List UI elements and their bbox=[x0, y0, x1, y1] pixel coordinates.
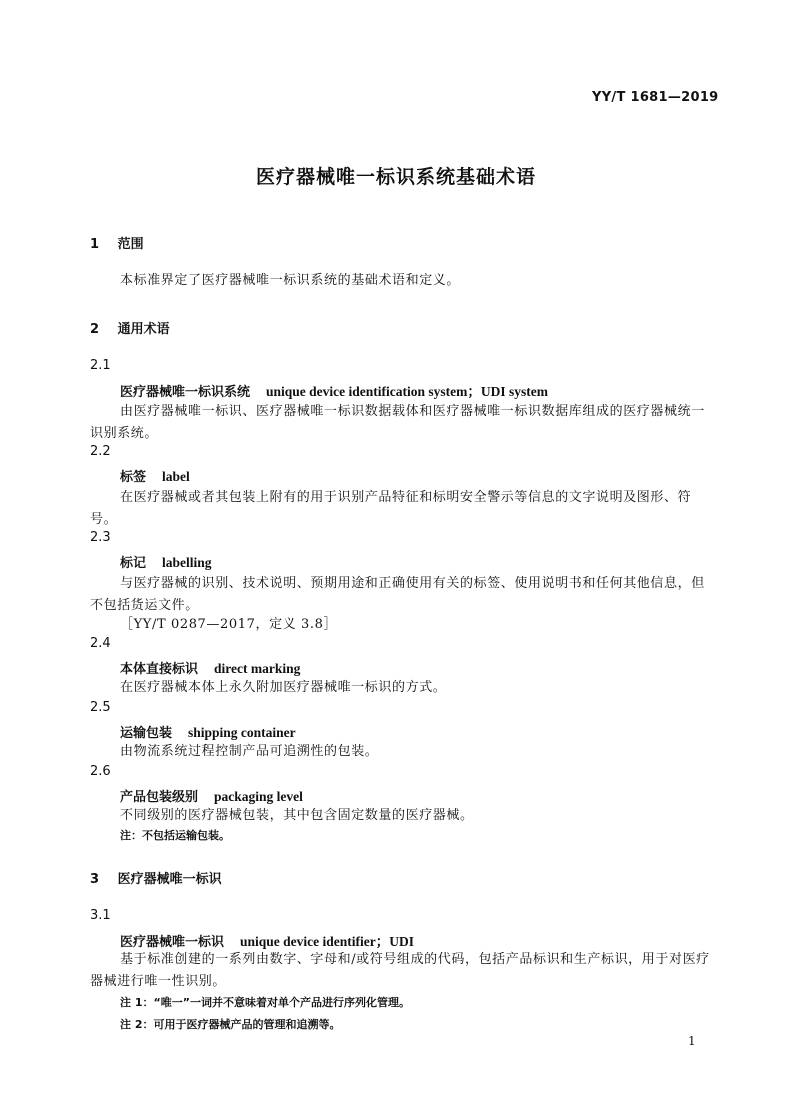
section-title: 通用术语 bbox=[117, 322, 170, 337]
page-title: 医疗器械唯一标识系统基础术语 bbox=[255, 166, 536, 188]
term-note: 注：不包括运输包装。 bbox=[120, 829, 230, 842]
term-en: unique device identification system；UDI system bbox=[266, 384, 549, 399]
term-heading bbox=[120, 658, 300, 677]
section-heading-1 bbox=[90, 233, 144, 252]
section-title: 范围 bbox=[117, 237, 144, 252]
term-cn: 标记 bbox=[120, 556, 147, 571]
term-definition: 在医疗器械或者其包装上附有的用于识别产品特征和标明安全警示等信息的文字说明及图形、符号。 bbox=[90, 490, 692, 527]
page-number: 1 bbox=[688, 1034, 696, 1048]
term-en: unique device identifier；UDI bbox=[240, 934, 415, 949]
term-cn: 本体直接标识 bbox=[120, 662, 199, 677]
term-cn: 运输包装 bbox=[120, 726, 173, 741]
term-heading bbox=[120, 380, 548, 400]
term-definition: 由物流系统过程控制产品可追溯性的包装。 bbox=[120, 744, 379, 759]
term-cn: 医疗器械唯一标识系统 bbox=[120, 385, 251, 400]
term-heading bbox=[120, 722, 296, 741]
term-number: 3.1 bbox=[90, 908, 111, 923]
term-number: 2.4 bbox=[90, 636, 111, 651]
standard-number: YY/T 1681—2019 bbox=[592, 90, 719, 105]
term-definition: 基于标准创建的一系列由数字、字母和/或符号组成的代码，包括产品标识和生产标识，用于对医疗器械进行唯一性识别。 bbox=[90, 952, 710, 989]
section-number: 1 bbox=[90, 237, 100, 252]
section-heading-3 bbox=[90, 868, 222, 887]
term-heading bbox=[120, 786, 303, 805]
term-number: 2.1 bbox=[90, 358, 111, 373]
term-definition: 由医疗器械唯一标识、医疗器械唯一标识数据载体和医疗器械唯一标识数据库组成的医疗器械统一识别系统。 bbox=[90, 404, 705, 441]
term-en: packaging level bbox=[214, 789, 303, 804]
term-heading bbox=[120, 930, 414, 950]
term-number: 2.3 bbox=[90, 530, 111, 545]
term-cn: 标签 bbox=[120, 470, 147, 485]
term-number: 2.2 bbox=[90, 444, 111, 459]
term-cn: 产品包装级别 bbox=[120, 790, 199, 805]
section-1-text: 本标准界定了医疗器械唯一标识系统的基础术语和定义。 bbox=[120, 273, 461, 288]
term-en: label bbox=[162, 469, 190, 484]
term-number: 2.5 bbox=[90, 700, 111, 715]
term-cn: 医疗器械唯一标识 bbox=[120, 935, 225, 950]
term-heading bbox=[120, 552, 212, 571]
section-title: 医疗器械唯一标识 bbox=[117, 872, 222, 887]
term-en: shipping container bbox=[188, 725, 296, 740]
term-number: 2.6 bbox=[90, 764, 111, 779]
term-note-2: 注 2：可用于医疗器械产品的管理和追溯等。 bbox=[120, 1018, 341, 1031]
term-en: labelling bbox=[162, 555, 212, 570]
section-number: 3 bbox=[90, 872, 100, 887]
term-definition: 在医疗器械本体上永久附加医疗器械唯一标识的方式。 bbox=[120, 680, 447, 695]
term-source: ［YY/T 0287—2017，定义 3.8］ bbox=[120, 617, 338, 632]
term-heading bbox=[120, 466, 190, 485]
term-note-1: 注 1：“唯一”一词并不意味着对单个产品进行序列化管理。 bbox=[120, 996, 410, 1009]
term-definition: 与医疗器械的识别、技术说明、预期用途和正确使用有关的标签、使用说明书和任何其他信息，但不包括货运文件。 bbox=[90, 576, 705, 613]
term-en: direct marking bbox=[214, 661, 301, 676]
section-heading-2 bbox=[90, 318, 170, 337]
section-number: 2 bbox=[90, 322, 100, 337]
term-definition: 不同级别的医疗器械包装，其中包含固定数量的医疗器械。 bbox=[120, 808, 474, 823]
